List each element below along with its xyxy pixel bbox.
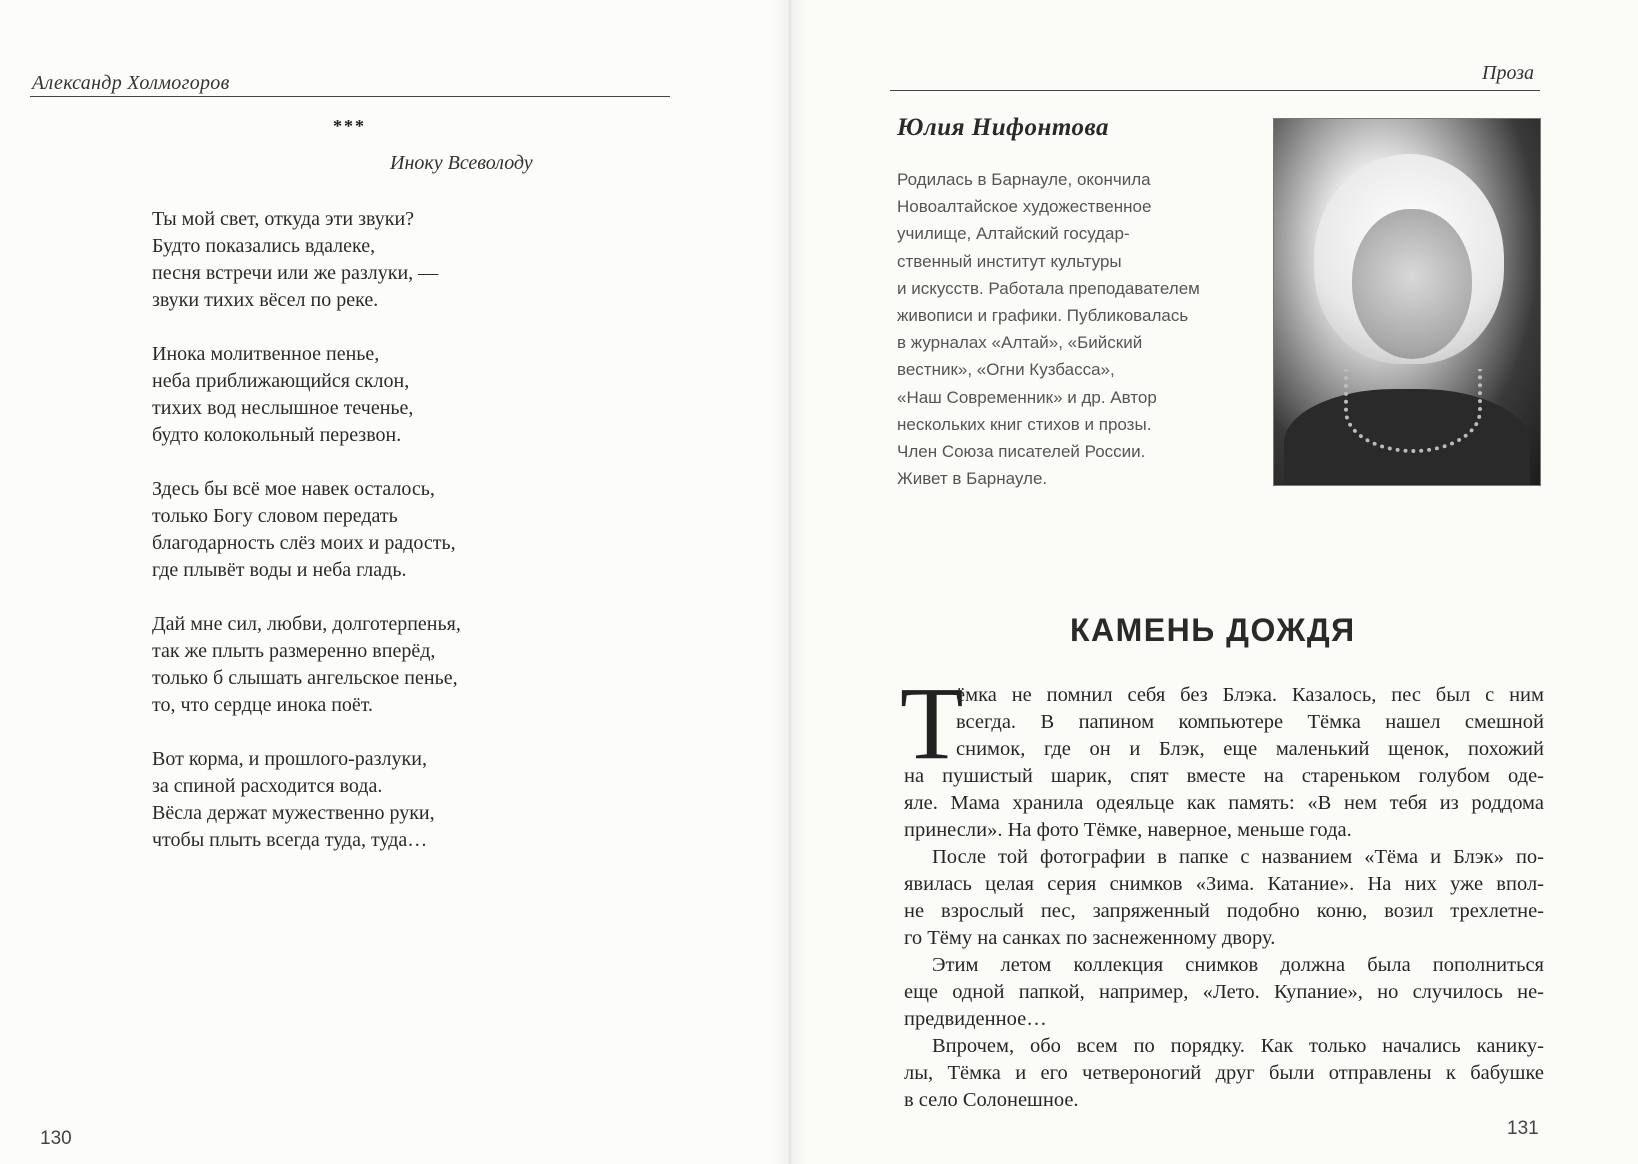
story-line: Этим летом коллекция снимков должна была пополниться xyxy=(932,954,1544,976)
poem-line: Вот корма, и прошлого-разлуки, xyxy=(152,748,427,770)
poem-line: так же плыть размеренно вперёд, xyxy=(152,640,436,662)
poem-stars: *** xyxy=(333,116,366,136)
running-header-right: Проза xyxy=(1482,62,1534,84)
story-line: После той фотографии в папке с названием «Тёма и Блэк» по- xyxy=(932,846,1544,868)
poem-line: за спиной расходится вода. xyxy=(152,775,383,797)
story-line: Впрочем, обо всем по порядку. Как только начались канику- xyxy=(932,1035,1544,1057)
story-text xyxy=(904,682,1544,1114)
poem-stanza xyxy=(152,746,461,854)
bio-line: Новоалтайское художественное xyxy=(897,197,1152,217)
poem-line: Вёсла держат мужественно руки, xyxy=(152,802,435,824)
story-line: не взрослый пес, запряженный подобно коню, возил трехлетне- xyxy=(904,900,1544,922)
poem-line: Дай мне сил, любви, долготерпенья, xyxy=(152,613,461,635)
poem-line: неба приближающийся склон, xyxy=(152,370,410,392)
story-line: предвиденное… xyxy=(904,1008,1047,1030)
story-line: еще одной папкой, например, «Лето. Купание», но случилось не- xyxy=(904,981,1544,1003)
poem-line: Инока молитвенное пенье, xyxy=(152,343,380,365)
poem-line: чтобы плыть всегда туда, туда… xyxy=(152,829,428,851)
bio-line: живописи и графики. Публиковалась xyxy=(897,306,1189,326)
portrait-necklace xyxy=(1344,369,1482,453)
story-line: яле. Мама хранила одеяльце как память: «В нем тебя из роддома xyxy=(904,792,1544,814)
bio-line: Живет в Барнауле. xyxy=(897,469,1048,489)
header-rule-right xyxy=(890,90,1540,91)
bio-line: Родилась в Барнауле, окончила xyxy=(897,170,1151,189)
page-number-left: 130 xyxy=(40,1128,72,1149)
author-name: Юлия Нифонтова xyxy=(897,114,1110,141)
story-line: явилась целая серия снимков «Зима. Катание». На них уже впол- xyxy=(904,873,1544,895)
bio-line: вестник», «Огни Кузбасса», xyxy=(897,360,1115,380)
author-portrait-photo xyxy=(1273,118,1541,486)
story-line: на пушистый шарик, спят вместе на стареньком голубом оде- xyxy=(904,765,1544,787)
story-line: го Тёму на санках по заснеженному двору. xyxy=(904,927,1276,949)
running-header-left: Александр Холмогоров xyxy=(32,72,230,94)
book-gutter xyxy=(770,0,810,1164)
poem-line: где плывёт воды и неба гладь. xyxy=(152,559,407,581)
poem-line: Здесь бы всё мое навек осталось, xyxy=(152,478,435,500)
poem-line: только Богу словом передать xyxy=(152,505,398,527)
poem-line: только б слышать ангельское пенье, xyxy=(152,667,458,689)
poem-stanza xyxy=(152,476,461,584)
story-line: в село Солонешное. xyxy=(904,1089,1079,1111)
poem-line: то, что сердце инока поёт. xyxy=(152,694,374,716)
story-line: снимок, где он и Блэк, еще маленький щенок, похожий xyxy=(956,738,1544,760)
bio-line: в журналах «Алтай», «Бийский xyxy=(897,333,1143,353)
poem-line: будто колокольный перезвон. xyxy=(152,424,402,446)
bio-line: училище, Алтайский государ- xyxy=(897,224,1130,244)
author-bio xyxy=(897,166,1237,492)
drop-cap: Т xyxy=(900,666,964,781)
bio-line: «Наш Современник» и др. Автор xyxy=(897,387,1157,407)
poem-line: благодарность слёз моих и радость, xyxy=(152,532,456,554)
header-rule-left xyxy=(30,96,670,97)
poem-stanza xyxy=(152,341,461,449)
poem xyxy=(152,206,461,881)
bio-line: нескольких книг стихов и прозы. xyxy=(897,414,1152,434)
story-line: ёмка не помнил себя без Блэка. Казалось, пес был с ним xyxy=(956,684,1544,706)
story-line: лы, Тёмка и его четвероногий друг были отправлены к бабушке xyxy=(904,1062,1544,1084)
poem-stanza xyxy=(152,611,461,719)
story-title: КАМЕНЬ ДОЖДЯ xyxy=(1070,612,1356,648)
poem-line: звуки тихих вёсел по реке. xyxy=(152,289,379,311)
portrait-face xyxy=(1352,209,1472,359)
bio-line: и искусств. Работала преподавателем xyxy=(897,278,1200,298)
poem-line: песня встречи или же разлуки, — xyxy=(152,262,439,284)
poem-line: Будто показались вдалеке, xyxy=(152,235,376,257)
poem-line: Ты мой свет, откуда эти звуки? xyxy=(152,208,415,230)
poem-line: тихих вод неслышное теченье, xyxy=(152,397,414,419)
left-page xyxy=(0,0,790,1164)
poem-dedication: Иноку Всеволоду xyxy=(390,152,533,174)
page-number-right: 131 xyxy=(1507,1118,1539,1139)
bio-line: ственный институт культуры xyxy=(897,251,1122,271)
bio-line: Член Союза писателей России. xyxy=(897,442,1146,462)
story-line: принесли». На фото Тёмке, наверное, меньше года. xyxy=(904,819,1352,841)
poem-stanza xyxy=(152,206,461,314)
story-line: всегда. В папином компьютере Тёмка нашел смешной xyxy=(956,711,1544,733)
